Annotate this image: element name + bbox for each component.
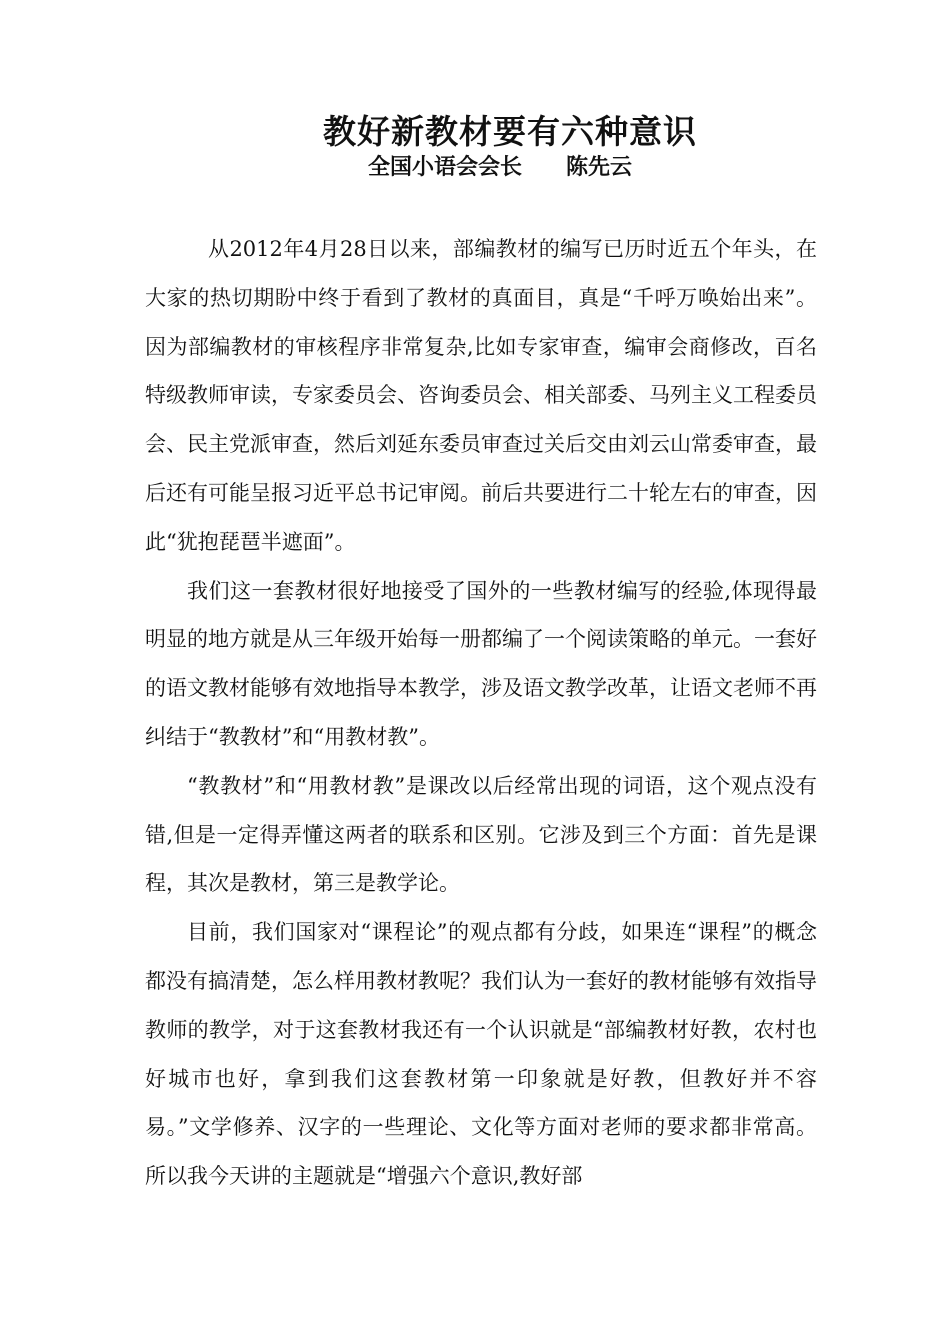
paragraph-2: 我们这一套教材很好地接受了国外的一些教材编写的经验,体现得最明显的地方就是从三年级开始每一册都编了一个阅读策略的单元。一套好的语文教材能够有效地指导本教学，涉及语文教学改革，让语文老师不再纠结于“教教材”和“用教材教”。 xyxy=(145,578,817,749)
paragraph-3: “教教材”和“用教材教”是课改以后经常出现的词语，这个观点没有错,但是一定得弄懂这两者的联系和区别。它涉及到三个方面：首先是课程，其次是教材，第三是教学论。 xyxy=(145,773,817,896)
author-name: 陈先云 xyxy=(566,155,633,180)
document-title: 教好新教材要有六种意识 xyxy=(323,112,697,152)
author-byline xyxy=(0,148,950,188)
document-body xyxy=(145,225,817,1201)
paragraph-4: 目前，我们国家对“课程论”的观点都有分歧，如果连“课程”的概念都没有搞清楚，怎么样用教材教呢？我们认为一套好的教材能够有效指导教师的教学，对于这套教材我还有一个认识就是“部编教材好教，农村也好城市也好，拿到我们这套教材第一印象就是好教，但教好并不容易。”文学修养、汉字的一些理论、文化等方面对老师的要求都非常高。所以我今天讲的主题就是“增强六个意识,教好部 xyxy=(145,920,817,1189)
paragraph-1: 从2012年4月28日以来，部编教材的编写已历时近五个年头，在大家的热切期盼中终于看到了教材的真面目，真是“千呼万唤始出来”。因为部编教材的审核程序非常复杂,比如专家审查，编审会商修改，百名特级教师审读，专家委员会、咨询委员会、相关部委、马列主义工程委员会、民主党派审查，然后刘延东委员审查过关后交由刘云山常委审查，最后还有可能呈报习近平总书记审阅。前后共要进行二十轮左右的审查，因此“犹抱琵琶半遮面”。 xyxy=(145,237,817,554)
author-organization: 全国小语会会长 xyxy=(367,155,522,180)
